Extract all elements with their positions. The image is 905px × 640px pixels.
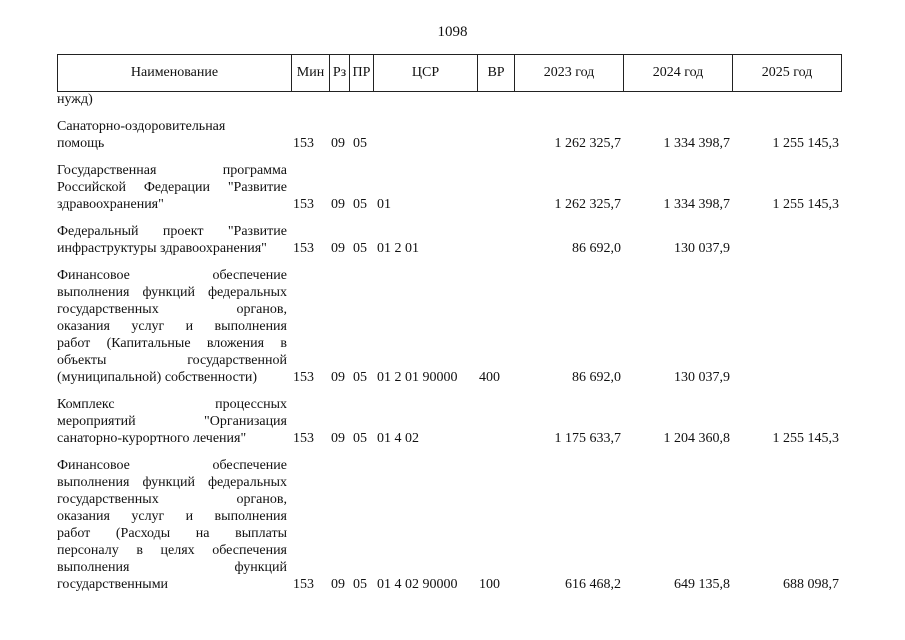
row-pr: 05	[353, 370, 367, 385]
row-name-line: Санаторно-оздоровительная	[57, 119, 226, 134]
row-name-line: здравоохранения"	[57, 197, 164, 212]
row-name	[57, 267, 291, 386]
row-pr: 05	[353, 431, 367, 446]
row-2023: 86 692,0	[572, 241, 621, 256]
row-vr	[477, 396, 514, 447]
row-name-line: оказания услуг и выполнения	[57, 319, 287, 334]
row-name-line: Федеральный проект "Развитие	[57, 224, 287, 239]
row-name-line: выполнения функций федеральных	[57, 285, 287, 300]
row-csr: 01 2 01 90000	[377, 370, 458, 385]
row-min: 153	[293, 197, 314, 212]
row-name-line: выполнения функций федеральных	[57, 475, 287, 490]
row-name	[57, 457, 291, 593]
row-name-line: Финансовое обеспечение	[57, 458, 287, 473]
row-csr: 01 2 01	[377, 241, 419, 256]
row-2024: 649 135,8	[674, 577, 730, 592]
header-2023: 2023 год	[515, 55, 624, 92]
row-2025: 1 255 145,3	[772, 197, 839, 212]
row-name-line: Финансовое обеспечение	[57, 268, 287, 283]
row-2023: 616 468,2	[565, 577, 621, 592]
row-name-line: (муниципальной) собственности)	[57, 370, 258, 385]
row-name-line: мероприятий "Организация	[57, 414, 287, 429]
row-name-line: объекты государственной	[57, 353, 287, 368]
row-name-line: государственных органов,	[57, 492, 287, 507]
row-2024: 130 037,9	[674, 370, 730, 385]
row-vr	[477, 223, 514, 257]
row-csr: 01 4 02 90000	[377, 577, 458, 592]
row-min: 153	[293, 241, 314, 256]
row-name	[57, 162, 291, 213]
row-pr: 05	[353, 577, 367, 592]
row-2025	[732, 223, 841, 257]
table-header	[57, 54, 842, 92]
row-csr: 01 4 02	[377, 431, 419, 446]
row-vr: 400	[479, 370, 500, 385]
row-name-line: оказания услуг и выполнения	[57, 509, 287, 524]
row-name-line: инфраструктуры здравоохранения"	[57, 241, 267, 256]
row-name-line: персоналу в целях обеспечения	[57, 543, 287, 558]
table-row	[57, 267, 841, 386]
row-min: 153	[293, 370, 314, 385]
row-name-line: Государственная программа	[57, 163, 287, 178]
row-name-line: Российской Федерации "Развитие	[57, 180, 287, 195]
row-rz: 09	[331, 431, 345, 446]
table-body	[57, 91, 841, 593]
row-pr: 05	[353, 241, 367, 256]
row-min: 153	[293, 577, 314, 592]
row-2025: 688 098,7	[783, 577, 839, 592]
row-2025	[732, 267, 841, 386]
row-name-line: санаторно-курортного лечения"	[57, 431, 247, 446]
row-2024: 1 334 398,7	[663, 136, 730, 151]
row-rz: 09	[331, 197, 345, 212]
row-vr	[477, 162, 514, 213]
row-name-line: работ (Расходы на выплаты	[57, 526, 287, 541]
row-vr	[477, 118, 514, 152]
row-name-line: работ (Капитальные вложения в	[57, 336, 287, 351]
row-2024: 130 037,9	[674, 241, 730, 256]
table-row	[57, 223, 841, 257]
row-name-line: помощь	[57, 136, 105, 151]
header-2024: 2024 год	[624, 55, 733, 92]
row-name	[57, 118, 291, 152]
continuation-text: нужд)	[57, 92, 93, 107]
row-rz: 09	[331, 241, 345, 256]
row-2025: 1 255 145,3	[772, 136, 839, 151]
row-min: 153	[293, 136, 314, 151]
header-name: Наименование	[58, 55, 292, 92]
header-rz: Рз	[330, 55, 350, 92]
row-2025: 1 255 145,3	[772, 431, 839, 446]
row-name	[57, 396, 291, 447]
row-csr: 01	[377, 197, 391, 212]
row-name-line: государственных органов,	[57, 302, 287, 317]
table-row	[57, 457, 841, 593]
row-rz: 09	[331, 370, 345, 385]
page-number: 1098	[437, 24, 468, 40]
header-pr: ПР	[350, 55, 374, 92]
header-csr: ЦСР	[374, 55, 478, 92]
row-csr	[375, 118, 477, 152]
row-name-line: выполнения функций	[57, 560, 287, 575]
row-2023: 1 175 633,7	[554, 431, 621, 446]
row-2023: 1 262 325,7	[554, 136, 621, 151]
header-min: Мин	[292, 55, 330, 92]
row-pr: 05	[353, 136, 367, 151]
table-row	[57, 396, 841, 447]
table-row	[57, 118, 841, 152]
row-min: 153	[293, 431, 314, 446]
table-row	[57, 162, 841, 213]
row-name	[57, 223, 291, 257]
row-name-line: Комплекс процессных	[57, 397, 287, 412]
row-2023: 86 692,0	[572, 370, 621, 385]
row-name-line: государственными	[57, 577, 169, 592]
row-rz: 09	[331, 136, 345, 151]
row-rz: 09	[331, 577, 345, 592]
header-2025: 2025 год	[733, 55, 842, 92]
row-2024: 1 334 398,7	[663, 197, 730, 212]
row-2024: 1 204 360,8	[663, 431, 730, 446]
row-pr: 05	[353, 197, 367, 212]
row-vr: 100	[479, 577, 500, 592]
header-vr: ВР	[478, 55, 515, 92]
row-2023: 1 262 325,7	[554, 197, 621, 212]
